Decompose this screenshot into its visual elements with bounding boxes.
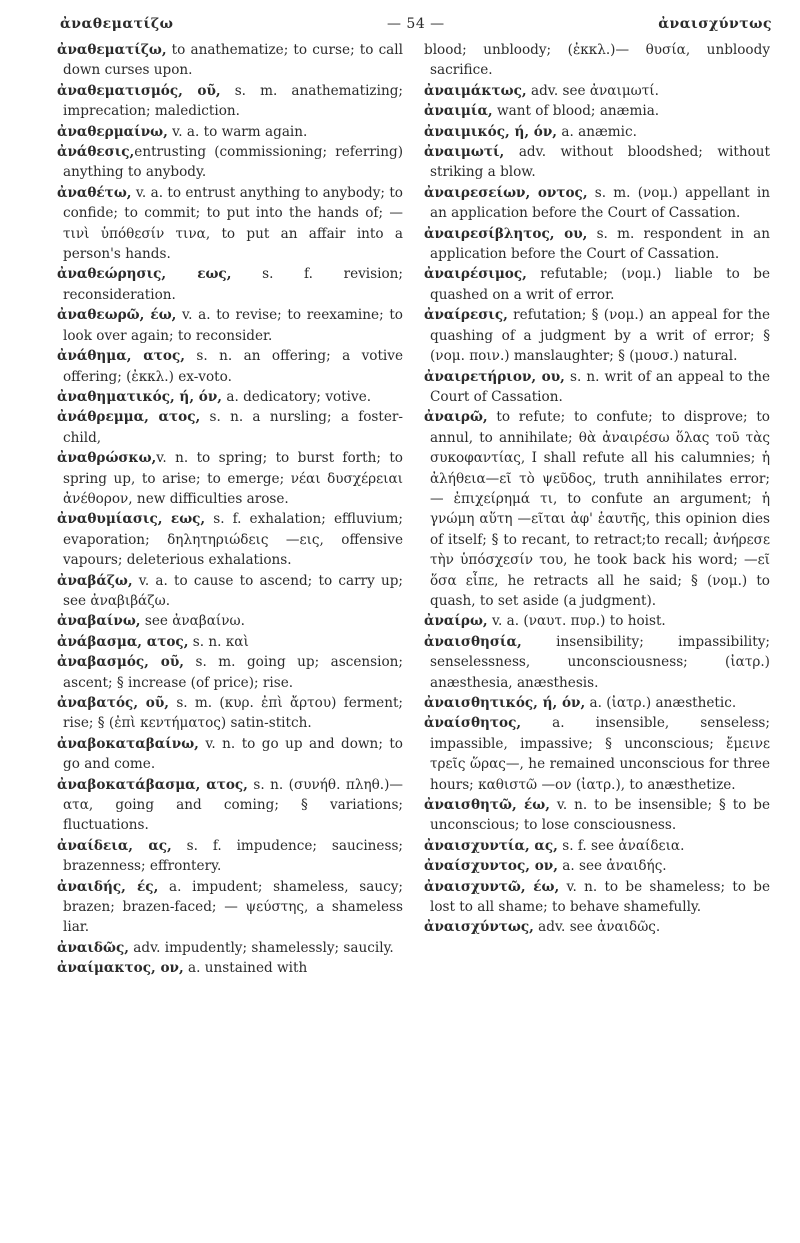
entry-definition: s. n. writ of an appeal to the Court of Cassation. <box>430 368 770 405</box>
entry-headword: ἀναθερμαίνω, <box>57 123 168 140</box>
right-column <box>424 40 770 1235</box>
entry-definition: s. m. going up; ascension; ascent; § increase (of price); rise. <box>63 654 403 691</box>
dictionary-entry <box>424 305 770 366</box>
entry-headword: ἀναίσχυντος, ον, <box>424 858 558 875</box>
entry-headword: ἀναθεώρησις, εως, <box>57 266 232 283</box>
entry-headword: ἀναιμάκτως, <box>424 82 527 99</box>
header-right-word: ἀναισχύντως <box>658 16 772 32</box>
dictionary-entry <box>424 856 770 876</box>
dictionary-entry <box>57 407 403 448</box>
dictionary-entry <box>424 367 770 408</box>
dictionary-entry <box>57 122 403 142</box>
entry-definition: v. a. to warm again. <box>167 123 308 140</box>
entry-definition: a. (ἰατρ.) anæsthetic. <box>585 695 737 711</box>
entry-headword: ἀναιδής, ές, <box>57 878 159 895</box>
entry-headword: ἀναίρεσις, <box>424 307 508 324</box>
dictionary-entry <box>57 611 403 631</box>
entry-headword: ἀναθεματισμός, οῦ, <box>57 82 221 99</box>
dictionary-entry <box>424 183 770 224</box>
dictionary-entry <box>57 509 403 570</box>
entry-headword: ἀνάβασμα, ατος, <box>57 633 189 650</box>
entry-headword: ἀναιρετήριον, ου, <box>424 368 565 385</box>
entry-definition: v. a. to cause to ascend; to carry up; see ἀναβιβάζω. <box>63 572 403 609</box>
entry-headword: ἀναβαίνω, <box>57 613 141 630</box>
entry-definition: insensibility; impassibility; senselessness, unconsciousness; (ἰατρ.) anæsthesia, anæsthesis. <box>430 633 770 691</box>
entry-definition: s. n. a nursling; a foster-child, <box>63 409 403 446</box>
entry-definition: v. a. (ναυτ. πυρ.) to hoist. <box>487 613 666 630</box>
dictionary-entry <box>424 795 770 836</box>
entry-definition: to refute; to confute; to disprove; to annul, to annihilate; θὰ ἀναιρέσω ὅλας τοῦ τὰς συκοφαντίας, I shall refute all his calumnies; ἡ ἀλήθεια—εῖ τὸ ψεῦδος, truth annihilates error; — ἐπιχείρημά τι, to confute an argument; ἡ γνώμη αὕτη —εῖται ἀφ' ἑαυτῆς, this opinion dies of itself; § to recant, to retract;to recall; ἀνήρεσε τὴν ὑπόσχεσίν του, he took back his word; —εῖ ὅσα εἶπε, he retracts all he said; § (νομ.) to quash, to set aside (a judgment). <box>430 409 770 609</box>
entry-headword: ἀνάθημα, ατος, <box>57 348 185 365</box>
entry-headword: ἀναβατός, οῦ, <box>57 695 170 711</box>
dictionary-entry <box>57 183 403 265</box>
entry-headword: ἀναβάζω, <box>57 572 133 589</box>
dictionary-entry <box>57 346 403 387</box>
dictionary-entry <box>57 632 403 652</box>
entry-definition: s. f. impudence; sauciness; brazenness; effrontery. <box>63 837 403 875</box>
entry-headword: ἀναιμωτί, <box>424 144 505 161</box>
entry-headword: ἀναιρῶ, <box>424 409 488 426</box>
entry-headword: ἀναίμακτος, ον, <box>57 960 184 977</box>
dictionary-entry <box>424 917 770 937</box>
dictionary-entry <box>424 713 770 795</box>
entry-headword: ἀναιρέσιμος, <box>424 266 527 283</box>
entry-definition: s. m. respondent in an application before the Court of Cassation. <box>430 225 770 263</box>
dictionary-entry <box>57 652 403 693</box>
entry-definition: v. n. to be insensible; § to be unconscious; to lose consciousness. <box>430 797 770 834</box>
entry-definition: adv. see ἀναιδῶς. <box>533 919 661 936</box>
entry-definition: a. impudent; shameless, saucy; brazen; brazen-faced; — ψεύστης, a shameless liar. <box>63 878 403 936</box>
entry-definition: s. f. see ἀναίδεια. <box>557 837 685 854</box>
entry-definition: adv. without bloodshed; without striking a blow. <box>430 144 770 181</box>
dictionary-entry <box>424 122 770 142</box>
entry-headword: ἀναισθητῶ, έω, <box>424 797 550 814</box>
left-column <box>57 40 403 1235</box>
page-number: — 54 — <box>386 16 445 32</box>
dictionary-entry <box>424 611 770 631</box>
entry-definition: a. unstained with <box>183 960 308 977</box>
dictionary-entry <box>57 387 403 407</box>
entry-definition: s. f. exhalation; effluvium; evaporation; δηλητηριώδεις —εις, offensive vapours; deleterious exhalations. <box>63 511 403 569</box>
entry-headword: ἀνάθρεμμα, ατος, <box>57 409 201 426</box>
entry-headword: ἀναίσθητος, <box>424 715 522 732</box>
dictionary-entry <box>57 734 403 775</box>
header-left-word: ἀναθεματίζω <box>60 16 174 32</box>
entry-definition: s. m. (νομ.) appellant in an application before the Court of Cassation. <box>430 184 770 222</box>
dictionary-entry <box>57 775 403 836</box>
dictionary-entry <box>57 40 403 81</box>
entry-headword: ἀναιμικός, ή, όν, <box>424 123 558 140</box>
entry-definition: s. f. revision; reconsideration. <box>63 266 403 303</box>
entry-headword: ἀναθέτω, <box>57 184 132 201</box>
entry-headword: ἀναβασμός, οῦ, <box>57 654 185 671</box>
entry-headword: ἀναισχυντία, ας, <box>424 837 558 854</box>
entry-definition: s. m. (κυρ. ἐπὶ ἄρτου) ferment; rise; § (ἐπὶ κεντήματος) satin-stitch. <box>63 695 403 732</box>
entry-definition: a. dedicatory; votive. <box>222 388 372 405</box>
dictionary-entry <box>424 264 770 305</box>
dictionary-entry <box>57 693 403 734</box>
entry-headword: ἀναιδῶς, <box>57 939 129 956</box>
dictionary-entry <box>424 836 770 856</box>
dictionary-entry <box>57 836 403 877</box>
entry-definition: refutable; (νομ.) liable to be quashed on a writ of error. <box>430 266 770 303</box>
entry-definition: entrusting (commissioning; referring) anything to anybody. <box>63 144 403 181</box>
dictionary-entry <box>57 938 403 958</box>
entry-definition: a. see ἀναιδής. <box>557 858 667 875</box>
entry-headword: ἀναβοκαταβαίνω, <box>57 735 199 752</box>
dictionary-entry <box>57 448 403 509</box>
dictionary-entry <box>424 693 770 713</box>
entry-definition: see ἀναβαίνω. <box>140 613 245 630</box>
entry-definition: to anathematize; to curse; to call down curses upon. <box>63 42 403 79</box>
entry-definition: s. n. καὶ <box>188 633 249 650</box>
entry-definition: a. anæmic. <box>557 123 637 140</box>
dictionary-entry <box>424 40 770 81</box>
entry-headword: ἀναισχύντως, <box>424 919 534 936</box>
dictionary-entry <box>424 632 770 693</box>
entry-definition: adv. impudently; shamelessly; saucily. <box>128 939 394 956</box>
entry-definition: v. n. to spring; to burst forth; to spring up, to arise; to emerge; νέαι δυσχέρειαι ἀνέθορον, new difficulties arose. <box>63 450 403 507</box>
dictionary-entry <box>57 958 403 978</box>
entry-definition: refutation; § (νομ.) an appeal for the quashing of a judgment by a writ of error; § (νομ. ποιν.) manslaughter; § (μουσ.) natural. <box>430 307 770 365</box>
entry-headword: ἀναβοκατάβασμα, ατος, <box>57 776 248 793</box>
entry-headword: ἀναίρω, <box>424 613 488 630</box>
entry-definition: s. n. (συνήθ. πληθ.)—ατα, going and coming; § variations; fluctuations. <box>63 776 403 834</box>
entry-headword: ἀναθηματικός, ή, όν, <box>57 388 223 405</box>
entry-definition: v. n. to go up and down; to go and come. <box>63 735 403 773</box>
dictionary-entry <box>57 81 403 122</box>
dictionary-entry <box>57 305 403 346</box>
entry-definition: v. a. to revise; to reexamine; to look over again; to reconsider. <box>63 307 403 344</box>
entry-headword: ἀναισθητικός, ή, όν, <box>424 695 586 711</box>
entry-headword: ἀναίδεια, ας, <box>57 837 172 854</box>
entry-definition: a. insensible, senseless; impassible, impassive; § unconscious; ἔμεινε τρεῖς ὥρας—, he remained unconscious for three hours; καθιστῶ —ον (ἰατρ.), to anæsthetize. <box>430 715 770 793</box>
dictionary-entry <box>424 81 770 101</box>
entry-headword: ἀναθεωρῶ, έω, <box>57 307 177 324</box>
entry-definition: s. n. an offering; a votive offering; (ἐκκλ.) ex-voto. <box>63 348 403 385</box>
entry-headword: ἀναθεματίζω, <box>57 42 167 58</box>
dictionary-entry <box>57 142 403 183</box>
entry-definition: s. m. anathematizing; imprecation; malediction. <box>63 82 403 120</box>
dictionary-entry <box>424 224 770 265</box>
entry-definition: v. a. to entrust anything to anybody; to confide; to commit; to put into the hands of; — τινὶ ὑπόθεσίν τινα, to put an affair into a person's hands. <box>63 184 403 263</box>
dictionary-entry <box>57 571 403 612</box>
entry-headword: ἀναισχυντῶ, έω, <box>424 878 560 895</box>
entry-headword: ἀνάθεσις, <box>57 144 135 161</box>
entry-definition: v. n. to be shameless; to be lost to all shame; to behave shamefully. <box>430 878 770 916</box>
entry-definition: want of blood; anæmia. <box>492 103 660 120</box>
entry-headword: ἀναιρεσίβλητος, ου, <box>424 225 588 242</box>
entry-headword: ἀναιρεσείων, οντος, <box>424 184 588 201</box>
entry-definition: blood; unbloody; (ἐκκλ.)— θυσία, unbloody sacrifice. <box>424 42 770 79</box>
entry-headword: ἀναιμία, <box>424 103 493 120</box>
dictionary-entry <box>424 407 770 611</box>
dictionary-entry <box>424 101 770 121</box>
entry-headword: ἀναθυμίασις, εως, <box>57 511 206 528</box>
dictionary-entry <box>57 877 403 938</box>
running-head <box>60 12 772 36</box>
dictionary-entry <box>57 264 403 305</box>
dictionary-entry <box>424 877 770 918</box>
entry-headword: ἀναισθησία, <box>424 633 522 650</box>
entry-definition: adv. see ἀναιμωτί. <box>526 82 659 99</box>
dictionary-entry <box>424 142 770 183</box>
entry-headword: ἀναθρώσκω, <box>57 450 157 467</box>
